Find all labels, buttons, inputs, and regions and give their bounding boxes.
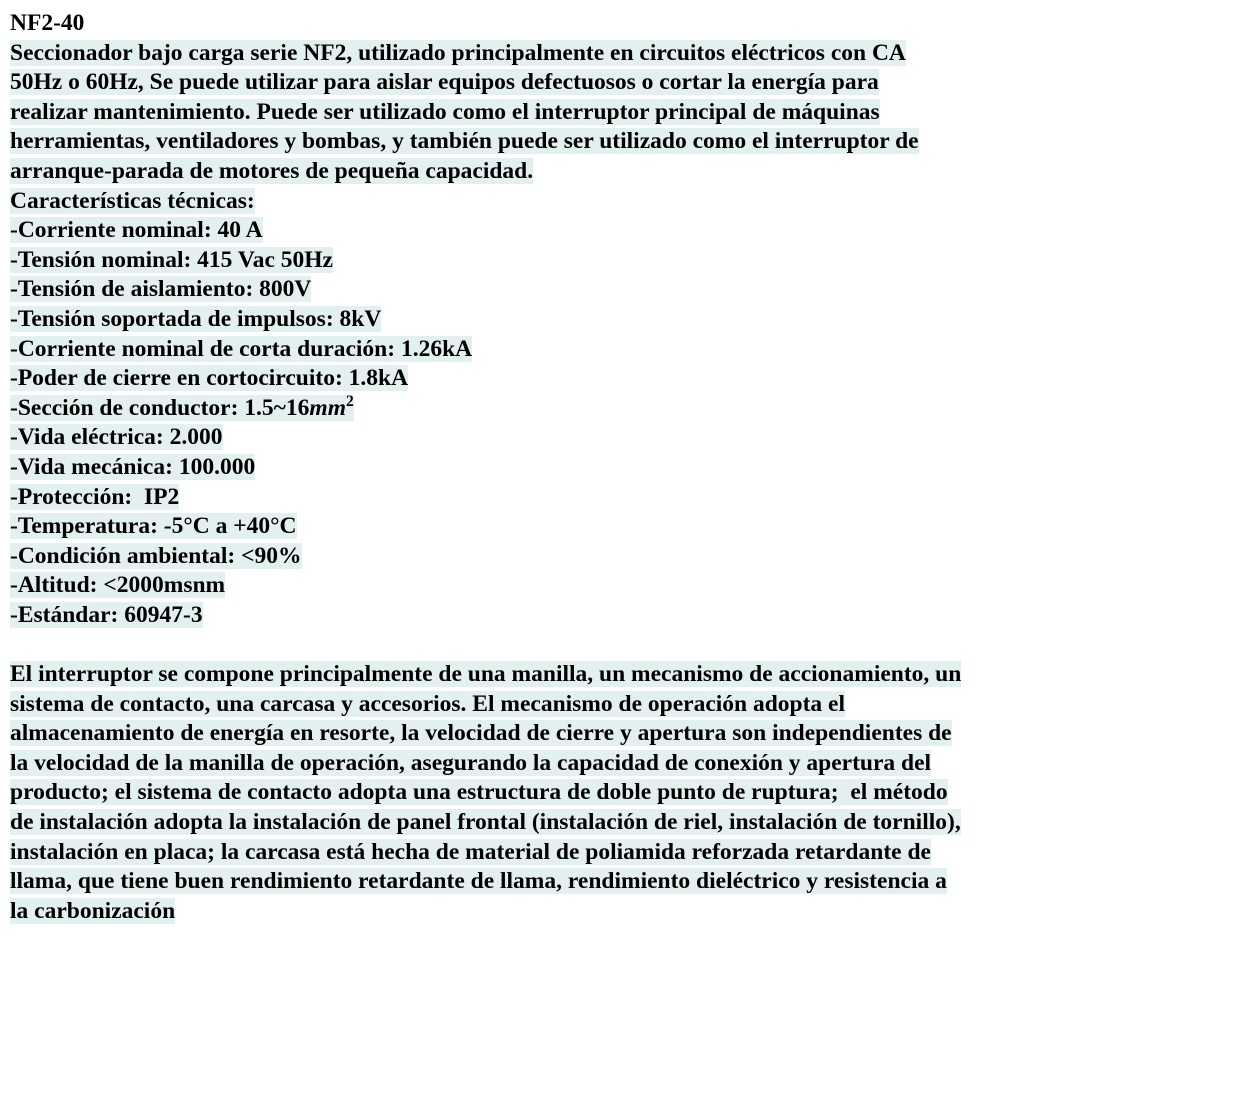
spec-item xyxy=(10,275,1238,305)
intro-line-text: Seccionador bajo carga serie NF2, utilizado principalmente en circuitos eléctricos con CA xyxy=(10,39,906,66)
spec-item-text: -Vida mecánica: 100.000 xyxy=(10,453,256,480)
conductor-unit: mm xyxy=(309,394,346,421)
spec-item xyxy=(10,246,1238,276)
spec-item xyxy=(10,512,1238,542)
spec-item-text: -Temperatura: -5°C a +40°C xyxy=(10,513,297,540)
specs-heading: Características técnicas: xyxy=(10,187,255,214)
spec-item-conductor-section xyxy=(10,394,1238,424)
spec-item-text: -Altitud: <2000msnm xyxy=(10,572,226,599)
intro-line xyxy=(10,39,1238,69)
intro-line-text: herramientas, ventiladores y bombas, y también puede ser utilizado como el interruptor de xyxy=(10,128,919,155)
description-paragraph xyxy=(10,660,1238,926)
spec-item xyxy=(10,216,1238,246)
intro-line-text: 50Hz o 60Hz, Se puede utilizar para aislar equipos defectuosos o cortar la energía para xyxy=(10,69,879,96)
spec-item xyxy=(10,364,1238,394)
specs-list xyxy=(10,216,1238,630)
spec-item-text: -Condición ambiental: <90% xyxy=(10,542,302,569)
spec-item-text: -Estándar: 60947-3 xyxy=(10,601,203,628)
spec-item-text: -Tensión de aislamiento: 800V xyxy=(10,276,312,303)
product-title: NF2-40 xyxy=(10,10,85,36)
description-line-text: almacenamiento de energía en resorte, la velocidad de cierre y apertura son independientes de xyxy=(10,720,952,747)
description-line-text: la velocidad de la manilla de operación, asegurando la capacidad de conexión y apertura del xyxy=(10,749,932,776)
spec-item-text: -Tensión nominal: 415 Vac 50Hz xyxy=(10,246,333,273)
spec-item-conductor-text xyxy=(10,392,354,421)
description-line-text: llama, que tiene buen rendimiento retardante de llama, rendimiento dieléctrico y resistencia a xyxy=(10,868,947,895)
description-line xyxy=(10,808,1238,838)
spec-item xyxy=(10,423,1238,453)
intro-line xyxy=(10,68,1238,98)
paragraph-spacer xyxy=(10,630,1238,660)
description-line xyxy=(10,778,1238,808)
spec-item xyxy=(10,571,1238,601)
description-line xyxy=(10,749,1238,779)
description-line xyxy=(10,867,1238,897)
spec-item xyxy=(10,483,1238,513)
description-line xyxy=(10,660,1238,690)
intro-line xyxy=(10,98,1238,128)
description-line-text: El interruptor se compone principalmente de una manilla, un mecanismo de accionamiento, un xyxy=(10,661,962,688)
intro-line xyxy=(10,157,1238,187)
description-line xyxy=(10,897,1238,927)
conductor-exponent: 2 xyxy=(345,392,354,410)
intro-line-text: arranque-parada de motores de pequeña capacidad. xyxy=(10,157,534,184)
spec-item-text: -Vida eléctrica: 2.000 xyxy=(10,424,223,451)
description-line-text: la carbonización xyxy=(10,897,176,924)
spec-item xyxy=(10,305,1238,335)
description-line-text: de instalación adopta la instalación de panel frontal (instalación de riel, instalación de tornillo), xyxy=(10,809,961,836)
spec-item xyxy=(10,542,1238,572)
spec-item-text: -Poder de cierre en cortocircuito: 1.8kA xyxy=(10,365,409,392)
spec-item-text: -Corriente nominal de corta duración: 1.26kA xyxy=(10,335,473,362)
description-line-text: sistema de contacto, una carcasa y accesorios. El mecanismo de operación adopta el xyxy=(10,690,846,717)
product-title-line xyxy=(10,9,1238,39)
description-line xyxy=(10,719,1238,749)
description-line xyxy=(10,838,1238,868)
spec-item-text: -Protección: IP2 xyxy=(10,483,180,510)
spec-item xyxy=(10,601,1238,631)
description-line xyxy=(10,690,1238,720)
description-line-text: producto; el sistema de contacto adopta una estructura de doble punto de ruptura; el método xyxy=(10,779,948,806)
spec-item xyxy=(10,335,1238,365)
document-body xyxy=(10,9,1238,926)
intro-line xyxy=(10,127,1238,157)
description-line-text: instalación en placa; la carcasa está hecha de material de poliamida reforzada retardante de xyxy=(10,838,931,865)
specs-heading-line xyxy=(10,187,1238,217)
intro-line-text: realizar mantenimiento. Puede ser utilizado como el interruptor principal de máquinas xyxy=(10,98,880,125)
spec-item-text: -Corriente nominal: 40 A xyxy=(10,217,263,244)
intro-paragraph xyxy=(10,39,1238,187)
conductor-label: -Sección de conductor: 1.5~16 xyxy=(10,394,310,421)
spec-item-text: -Tensión soportada de impulsos: 8kV xyxy=(10,305,382,332)
spec-item xyxy=(10,453,1238,483)
